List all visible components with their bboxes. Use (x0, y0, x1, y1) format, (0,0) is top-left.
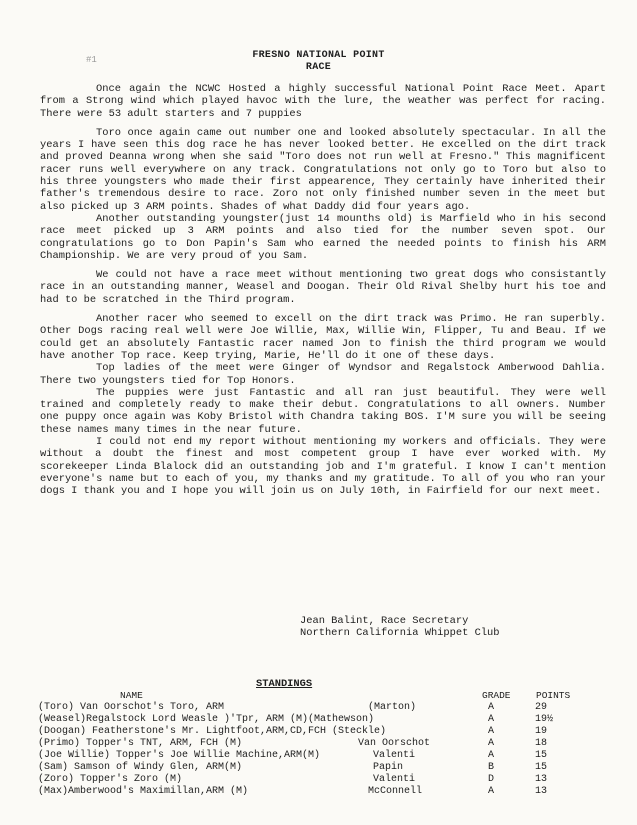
column-header-points: POINTS (536, 690, 571, 701)
row-points: 15 (535, 762, 548, 773)
standings-row (38, 786, 608, 798)
row-grade: A (488, 738, 495, 749)
row-dog-name: (Weasel)Regalstock Lord Weasle )'Tpr, ARM (M)(Mathewson) (38, 714, 375, 725)
row-grade: A (488, 702, 495, 713)
standings-row (38, 714, 608, 726)
signature-name: Jean Balint, Race Secretary (300, 615, 469, 627)
standings-title: STANDINGS (256, 678, 313, 690)
row-grade: B (488, 762, 495, 773)
row-grade: A (488, 750, 495, 761)
row-owner: Valenti (373, 774, 416, 785)
standings-row (38, 738, 608, 750)
row-grade: D (488, 774, 495, 785)
row-owner: Papin (373, 762, 404, 773)
paragraph-ladies: Top ladies of the meet were Ginger of Wyndsor and Regalstock Amberwood Dahlia. There two youngsters tied for Top Honors. (40, 362, 606, 387)
paragraph-toro: Toro once again came out number one and looked absolutely spectacular. In all the years I have seen this dog race he has never looked better. He excelled on the dirt track and proved Deanna wrong when she said "Toro does not run well at Fresno." This magnificent racer runs well everywhere on any track. Congratulations not only go to Toro but also to his three youngsters who made their first appearence, They certainly have inherited their father's tremendous desire to race. Zoro not only finished number seven in the meet but also picked up 3 ARM points. Shades of what Daddy did four years ago. (40, 126, 606, 213)
row-points: 29 (535, 702, 548, 713)
row-grade: A (488, 726, 495, 737)
column-header-grade: GRADE (482, 690, 511, 701)
row-dog-name: (Doogan) Featherstone's Mr. Lightfoot,ARM,CD,FCH (Steckle) (38, 726, 387, 737)
row-points: 19 (535, 726, 548, 737)
row-owner: (Marton) (368, 702, 417, 713)
row-owner: McConnell (368, 786, 423, 797)
row-dog-name: (Max)Amberwood's Maximillan,ARM (M) (38, 786, 249, 797)
signature-club: Northern California Whippet Club (300, 627, 500, 640)
row-points: 13 (535, 786, 548, 797)
paragraph-closing: I could not end my report without mentioning my workers and officials. They were without a doubt the finest and most competent group I have ever worked with. My scorekeeper Linda Blalock did an outstanding job and I'm grateful. I know I can't mention everyone's name but to each of you, my thanks and my gratitude. To all of you who ran your dogs I thank you and I hope you will join us on July 10th, in Fairfield for our next meet. (40, 436, 606, 498)
row-grade: A (488, 714, 495, 725)
standings-row (38, 774, 608, 786)
row-dog-name: (Primo) Topper's TNT, ARM, FCH (M) (38, 738, 243, 749)
row-dog-name: (Zoro) Topper's Zoro (M) (38, 774, 183, 785)
paragraph-intro: Once again the NCWC Hosted a highly successful National Point Race Meet. Apart from a Strong wind which played havoc with the lure, the weather was perfect for racing. There were 53 adult starters and 7 puppies (40, 83, 606, 120)
signature-block (300, 615, 500, 640)
standings-row (38, 750, 608, 762)
standings-row (38, 726, 608, 738)
paragraph-puppies: The puppies were just Fantastic and all ran just beautiful. They were well trained and completely ready to make their debut. Congratulations to all owners. Number one puppy once again was Koby Bristol with Chandra taking BOS. I'M sure you will be seeing these names many times in the near future. (40, 386, 606, 436)
page-subtitle: RACE (305, 62, 332, 73)
row-points: 19½ (535, 714, 554, 725)
report-body (40, 83, 606, 498)
row-points: 15 (535, 750, 548, 761)
paragraph-primo: Another racer who seemed to excell on the dirt track was Primo. He ran superbly. Other Dogs racing real well were Joe Willie, Max, Willie Win, Flipper, Tu and Beau. If we could get an absolutely Fantastic racer named Jon to finish the third program we would have another Top race. Keep trying, Marie, He'll do it one of these days. (40, 313, 606, 362)
row-dog-name: (Sam) Samson of Windy Glen, ARM(M) (38, 762, 243, 773)
row-owner: Van Oorschot (358, 738, 431, 749)
column-header-name: NAME (120, 690, 143, 701)
row-grade: A (488, 786, 495, 797)
page-title: FRESNO NATIONAL POINT (252, 50, 385, 61)
standings-row (38, 702, 608, 714)
row-dog-name: (Toro) Van Oorschot's Toro, ARM (38, 702, 225, 713)
row-owner: Valenti (373, 750, 416, 761)
standings-row (38, 762, 608, 774)
row-dog-name: (Joe Willie) Topper's Joe Willie Machine,ARM(M) (38, 750, 321, 761)
row-points: 18 (535, 738, 548, 749)
paragraph-marfield: Another outstanding youngster(just 14 mounths old) is Marfield who in his second race meet picked up 3 ARM points and also tied for the number seven spot. Our congratulations go to Don Papin's Sam who earned the needed points to finish his ARM Championship. We are very proud of you Sam. (40, 212, 606, 262)
margin-mark: #1 (86, 55, 97, 65)
row-points: 13 (535, 774, 548, 785)
paragraph-weasel-doogan: We could not have a race meet without mentioning two great dogs who consistantly race in an outstanding manner, Weasel and Doogan. Their Old Rival Shelby hurt his toe and had to be scratched in the Third program. (40, 269, 606, 306)
